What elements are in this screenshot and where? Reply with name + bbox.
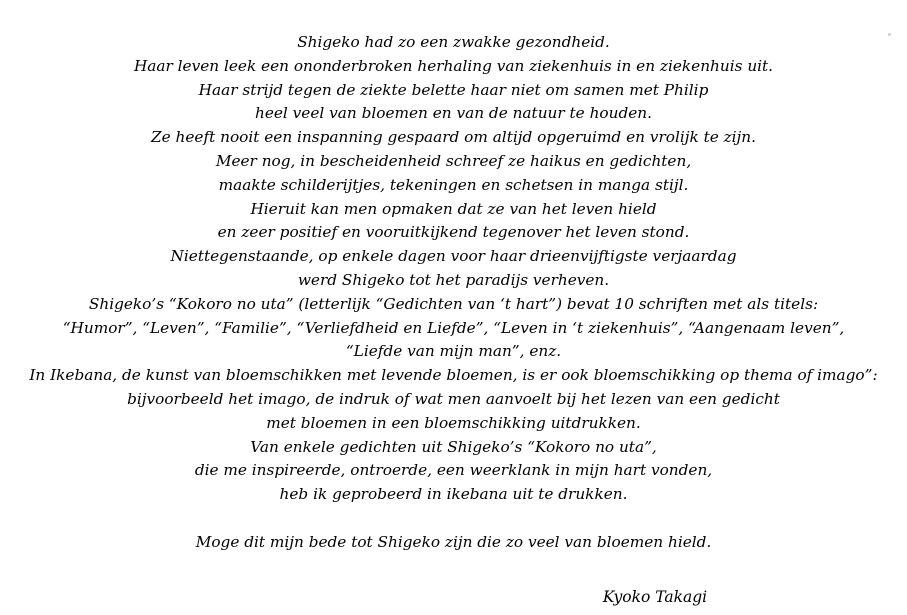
text-line: heb ik geprobeerd in ikebana uit te drukken. xyxy=(279,485,628,504)
text-line: die me inspireerde, ontroerde, een weerklank in mijn hart vonden, xyxy=(194,461,713,480)
text-line: Shigeko’s “Kokoro no uta” (letterlijk “Gedichten van ‘t hart”) bevat 10 schriften met als titels: xyxy=(88,294,819,313)
text-line: en zeer positief en vooruitkijkend tegenover het leven stond. xyxy=(217,223,690,242)
dedication-text xyxy=(0,31,907,555)
faint-dot-mark xyxy=(888,33,891,36)
text-line: “Liefde van mijn man”, enz. xyxy=(345,342,562,361)
text-line: Haar strijd tegen de ziekte belette haar niet om samen met Philip xyxy=(198,80,709,99)
text-line: werd Shigeko tot het paradijs verheven. xyxy=(297,270,610,289)
closing-line: Moge dit mijn bede tot Shigeko zijn die zo veel van bloemen hield. xyxy=(195,532,712,551)
text-line: Ze heeft nooit een inspanning gespaard om altijd opgeruimd en vrolijk te zijn. xyxy=(151,128,756,147)
text-line: Shigeko had zo een zwakke gezondheid. xyxy=(297,33,610,51)
text-line: Meer nog, in bescheidenheid schreef ze haikus en gedichten, xyxy=(215,151,692,170)
text-line: In Ikebana, de kunst van bloemschikken met levende bloemen, is er ook bloemschikking op thema of imago”: xyxy=(29,366,878,385)
text-line: Niettegenstaande, op enkele dagen voor haar drieenvijftigste verjaardag xyxy=(170,247,737,266)
text-line: heel veel van bloemen en van de natuur te houden. xyxy=(255,104,652,123)
text-line: maakte schilderijtjes, tekeningen en schetsen in manga stijl. xyxy=(218,175,689,194)
text-line: Van enkele gedichten uit Shigeko’s “Kokoro no uta”, xyxy=(250,437,657,456)
text-line: met bloemen in een bloemschikking uitdrukken. xyxy=(266,413,641,432)
text-line: bijvoorbeeld het imago, de indruk of wat men aanvoelt bij het lezen van een gedicht xyxy=(127,389,780,408)
author-signature: Kyoko Takagi xyxy=(602,588,708,606)
text-line: Haar leven leek een ononderbroken herhaling van ziekenhuis in en ziekenhuis uit. xyxy=(133,56,774,75)
text-line: “Humor”, “Leven”, “Familie”, “Verliefdheid en Liefde”, “Leven in ‘t ziekenhuis”, “Aangenaam leven”, xyxy=(62,318,845,337)
text-line: Hieruit kan men opmaken dat ze van het leven hield xyxy=(250,199,657,218)
blank-line xyxy=(0,507,907,531)
